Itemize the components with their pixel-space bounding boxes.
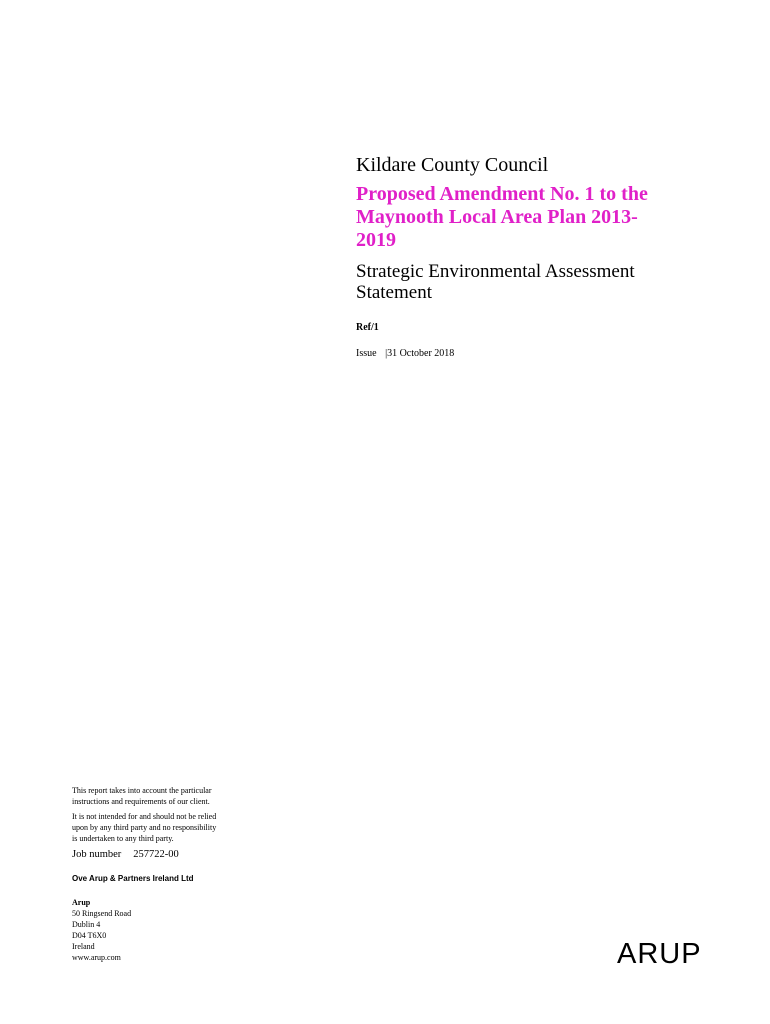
client-note-line: instructions and requirements of our client. (72, 797, 210, 806)
document-title (356, 261, 716, 303)
project-title-line: 2019 (356, 229, 396, 251)
client-note-line: This report takes into account the particular (72, 786, 212, 795)
company-name: Ove Arup & Partners Ireland Ltd (72, 874, 194, 883)
client-note (72, 785, 262, 807)
job-number-line (72, 848, 262, 862)
document-ref: Ref/1 (356, 322, 379, 333)
project-title-line: Maynooth Local Area Plan 2013- (356, 206, 638, 228)
project-title-line: Proposed Amendment No. 1 to the (356, 183, 648, 205)
address-line: 50 Ringsend Road (72, 909, 132, 918)
document-title-line: Statement (356, 282, 432, 303)
website-link[interactable]: www.arup.com (72, 953, 121, 962)
document-title-line: Strategic Environmental Assessment (356, 261, 635, 282)
issue-date: 31 October 2018 (387, 348, 455, 359)
postal-address (72, 897, 262, 963)
address-name: Arup (72, 898, 91, 907)
arup-logo: ARUP (617, 938, 702, 970)
address-line: Dublin 4 (72, 920, 101, 929)
issue-label: Issue (356, 348, 377, 359)
title-block (356, 152, 716, 360)
client-name: Kildare County Council (356, 154, 549, 176)
footer-block (72, 785, 262, 963)
issue-line (356, 348, 716, 360)
job-number-value: 257722-00 (133, 849, 179, 860)
disclaimer-note (72, 811, 262, 844)
issue-separator: | (385, 348, 388, 359)
address-line: Ireland (72, 942, 95, 951)
disclaimer-line: upon by any third party and no responsibility (72, 823, 217, 832)
job-number-label: Job number (72, 849, 122, 860)
project-title (356, 183, 716, 252)
address-line: D04 T6X0 (72, 931, 107, 940)
disclaimer-line: is undertaken to any third party. (72, 834, 174, 843)
disclaimer-line: It is not intended for and should not be relied (72, 812, 217, 821)
